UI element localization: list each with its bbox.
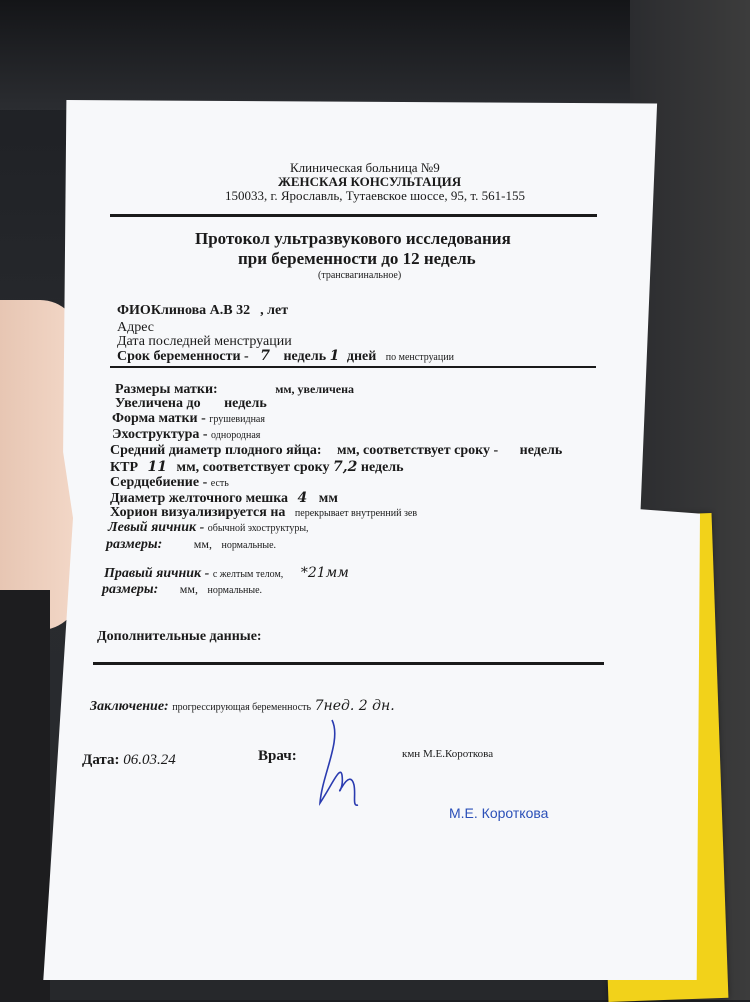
left-ovary [108, 520, 309, 536]
term-days: 1 [329, 348, 340, 364]
date-value: 06.03.24 [123, 752, 176, 768]
sac-label: Средний диаметр плодного яйца: [110, 443, 322, 458]
doctor-name: кмн М.Е.Короткова [402, 748, 494, 760]
sac-value: мм, соответствует сроку - [336, 443, 499, 458]
department-name: ЖЕНСКАЯ КОНСУЛЬТАЦИЯ [278, 174, 462, 189]
extra-label: Дополнительные данные: [97, 629, 262, 644]
days-label: дней [346, 349, 377, 364]
uterus-shape [112, 411, 265, 427]
patient-fio [117, 303, 288, 319]
left-size-unit: мм, [193, 537, 212, 551]
age-label: , лет [260, 303, 289, 318]
left-size-note: нормальные. [221, 540, 277, 551]
address-label: Адрес [117, 320, 155, 335]
conclusion-label: Заключение: [90, 699, 169, 714]
left-ovary-size [106, 537, 276, 553]
conclusion-value: прогрессирующая беременность [172, 702, 312, 713]
echo-structure [112, 427, 260, 443]
term-label: Срок беременности - [117, 349, 249, 364]
left-size-label: размеры: [106, 537, 163, 552]
left-ovary-value: обычной эхоструктуры, [207, 523, 309, 534]
shape-value: грушевидная [209, 414, 265, 425]
uterus-size-value: мм, увеличена [275, 382, 355, 396]
yolk-unit: мм [318, 491, 338, 506]
divider-extra [93, 662, 604, 665]
right-size-note: нормальные. [207, 585, 263, 596]
page-title-line2: при беременности до 12 недель [238, 249, 476, 268]
heartbeat-value: есть [210, 478, 229, 489]
ktr-text: мм, соответствует сроку [176, 460, 330, 475]
enlarged-label: Увеличена до [115, 396, 201, 411]
yolk-value: 4 [297, 490, 308, 506]
by-menstruation: по менструации [385, 352, 454, 363]
right-ovary-size [102, 582, 262, 598]
chorion-label: Хорион визуализируется на [110, 505, 286, 520]
sac-diameter [110, 443, 562, 459]
date-label: Дата: [82, 752, 120, 768]
uterus-size-label: Размеры матки: [115, 382, 218, 397]
divider-top [110, 214, 597, 217]
term-line [117, 348, 454, 365]
lmp-label: Дата последней менструации [117, 334, 292, 349]
ktr-line [110, 459, 404, 476]
doctor-stamp: М.Е. Короткова [449, 805, 549, 821]
right-ovary [104, 565, 349, 582]
doctor-label: Врач: [258, 748, 297, 764]
right-size-label: размеры: [102, 582, 159, 597]
enlarged-unit: недель [224, 396, 267, 411]
date-line [82, 752, 176, 769]
left-ovary-label: Левый яичник - [108, 520, 205, 535]
yolk-label: Диаметр желточного мешка [110, 491, 289, 506]
hospital-address: 150033, г. Ярославль, Тутаевское шоссе, 95, т. 561-155 [225, 188, 525, 203]
right-ovary-label: Правый яичник - [104, 566, 210, 581]
fio-value: Клинова А.В 32 [150, 303, 251, 318]
page-title: Протокол ультразвукового исследования [195, 229, 511, 248]
hospital-name: Клиническая больница №9 [290, 160, 440, 175]
heartbeat-label: Сердцебиение - [110, 475, 208, 490]
echo-value: однородная [211, 430, 261, 441]
weeks-label: недель [283, 349, 327, 364]
chorion [110, 505, 417, 521]
page-subtitle: (трансвагинальное) [318, 270, 402, 281]
term-weeks: 7 [260, 348, 270, 364]
right-ovary-hand: *21мм [300, 565, 349, 581]
ktr-label: КТР [110, 460, 139, 475]
ktr-unit: недель [360, 460, 404, 475]
signature-icon [312, 715, 372, 815]
sac-unit: недель [519, 443, 563, 458]
shape-label: Форма матки - [112, 411, 206, 426]
fio-label: ФИО [117, 303, 151, 318]
enlarged [115, 396, 267, 412]
echo-label: Эхоструктура - [112, 427, 208, 442]
conclusion-hand: 7нед. 2 дн. [314, 698, 395, 714]
right-ovary-value: с желтым телом, [212, 569, 284, 580]
heartbeat [110, 475, 229, 491]
conclusion [90, 698, 395, 715]
divider-patient [110, 366, 596, 368]
ktr-term: 7,2 [333, 459, 358, 475]
ktr-value: 11 [147, 459, 168, 475]
chorion-value: перекрывает внутренний зев [294, 508, 418, 519]
right-size-unit: мм, [179, 582, 198, 596]
